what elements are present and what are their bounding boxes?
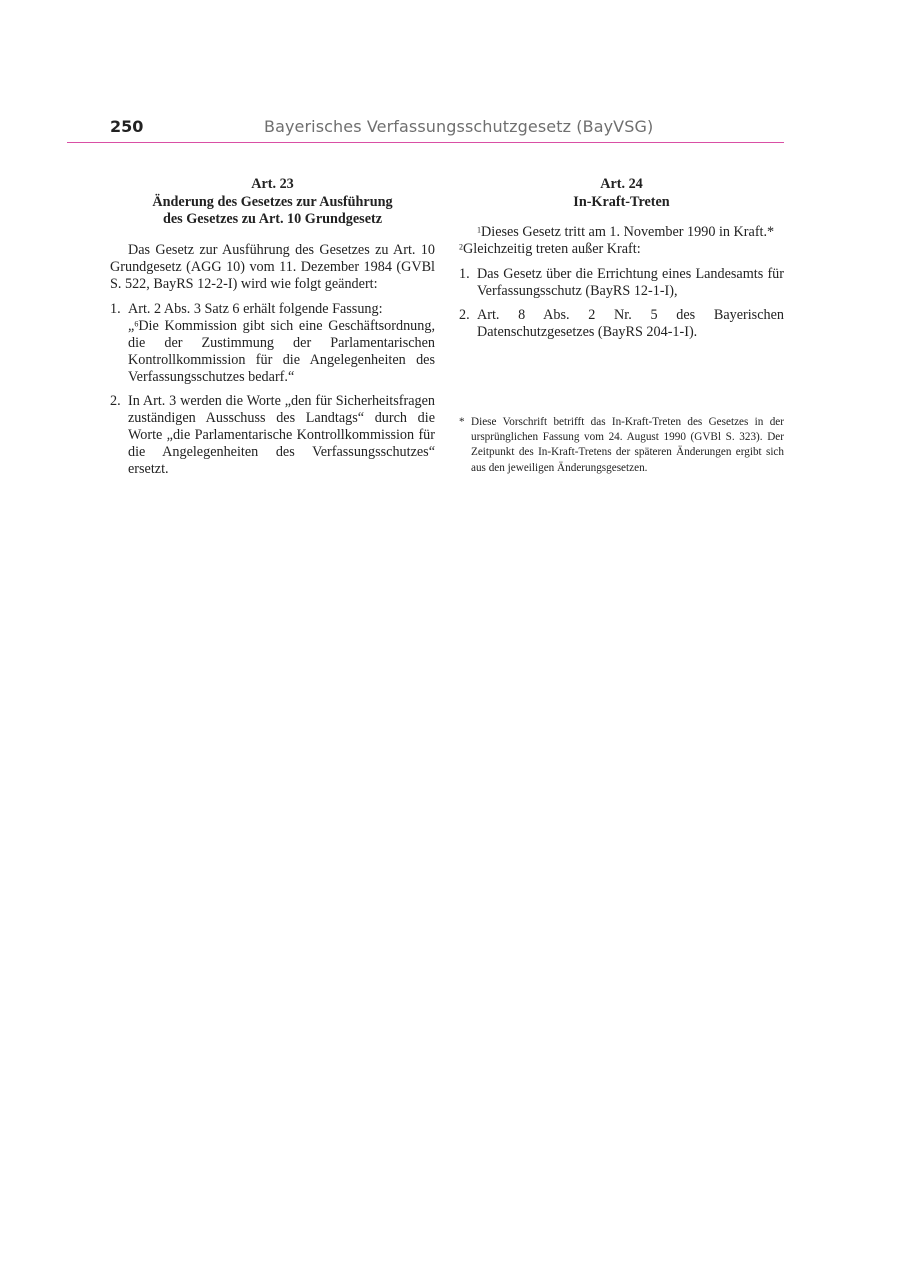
list-text: Das Gesetz über die Errichtung eines Landesamts für Verfassungsschutz (BayRS 12-1-I), [477, 266, 784, 299]
article-intro: Das Gesetz zur Ausführung des Gesetzes zu Art. 10 Grundgesetz (AGG 10) vom 11. Dezember 1984 (GVBl S. 522, BayRS 12-2-I) wird wie folgt geändert: [110, 241, 435, 292]
footnote-text: Diese Vorschrift betrifft das In-Kraft-Treten des Gesetzes in der ursprünglichen Fassung vom 24. August 1990 (GVBl S. 323). Der Zeitpunkt des In-Kraft-Tretens der späteren Änderungen ergibt sich aus den jeweiligen Änderungsgesetzen. [471, 416, 784, 474]
list-item [459, 307, 784, 341]
article-title: In-Kraft-Treten [573, 193, 670, 210]
list-text: Art. 2 Abs. 3 Satz 6 erhält folgende Fassung: [128, 300, 383, 317]
page-number: 250 [110, 117, 144, 136]
article-heading [459, 176, 784, 211]
list-number: 1. [459, 266, 470, 282]
running-title: Bayerisches Verfassungsschutzgesetz (BayVSG) [264, 117, 654, 136]
list-text: Art. 8 Abs. 2 Nr. 5 des Bayerischen Datenschutzgesetzes (BayRS 204-1-I). [477, 307, 784, 340]
list-item [459, 266, 784, 300]
page-header [67, 114, 784, 143]
list-number: 2. [459, 307, 470, 323]
sentence: Dieses Gesetz tritt am 1. November 1990 in Kraft.* [481, 224, 775, 240]
article-title-line: Änderung des Gesetzes zur Ausführung [152, 193, 393, 210]
article-body [459, 241, 784, 258]
article-number: Art. 24 [600, 176, 643, 192]
article-body [459, 224, 784, 241]
footnote [459, 415, 784, 476]
quote-open: „ [128, 317, 135, 334]
list-number: 1. [110, 300, 121, 317]
sentence: Gleichzeitig treten außer Kraft: [463, 241, 641, 257]
footnote-marker: * [459, 416, 465, 428]
left-column [110, 176, 435, 485]
amendment-list [110, 301, 435, 478]
list-item [110, 393, 435, 478]
sentence-number: 6 [134, 318, 139, 328]
article-number: Art. 23 [251, 176, 294, 192]
sentence-number: 1 [477, 225, 481, 235]
sentence-number: 2 [459, 242, 463, 252]
article-title-line: des Gesetzes zu Art. 10 Grundgesetz [162, 211, 383, 227]
quoted-text: Die Kommission gibt sich eine Geschäftsordnung, die der Zustimmung der Parlamentarischen Kontrollkommission für die Angelegenheiten des Verfassungsschutzes bedarf.“ [128, 317, 435, 385]
list-number: 2. [110, 392, 121, 409]
list-item [110, 301, 435, 386]
right-column [459, 176, 784, 348]
repeal-list [459, 266, 784, 341]
article-heading [110, 176, 435, 229]
list-text: In Art. 3 werden die Worte „den für Sicherheitsfragen zuständigen Ausschuss des Landtags“ durch die Worte „die Parlamentarische Kontrollkommission für die Angelegenheiten des Verfassungsschutzes“ ersetzt. [128, 392, 435, 477]
